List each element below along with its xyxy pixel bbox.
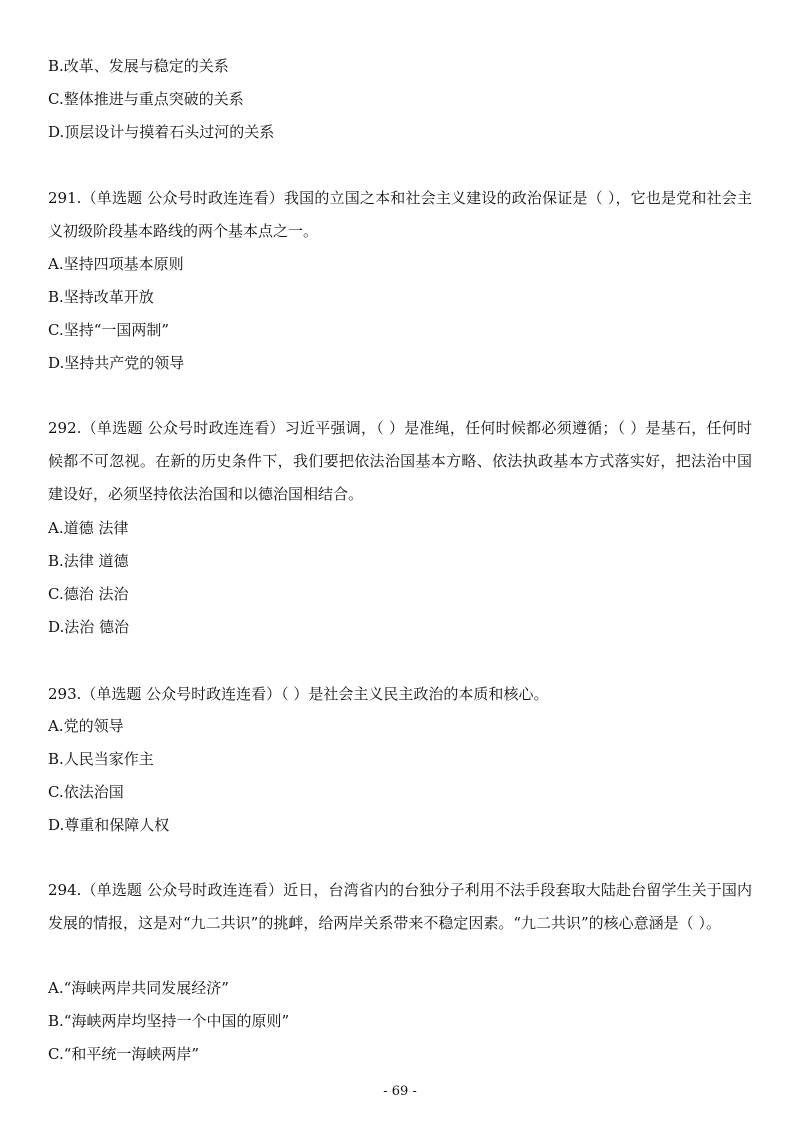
question-291-option-a: A.坚持四项基本原则 xyxy=(48,255,184,273)
question-291-text: 291.（单选题 公众号时政连连看）我国的立国之本和社会主义建设的政治保证是（ ），它也是党和社会主义初级阶段基本路线的两个基本点之一。 xyxy=(48,189,752,240)
question-292-option-b: B.法律 道德 xyxy=(48,552,129,570)
question-293-option-d: D.尊重和保障人权 xyxy=(48,816,170,834)
question-294-option-c: C.“和平统一海峡两岸” xyxy=(48,1045,200,1063)
question-293-option-b: B.人民当家作主 xyxy=(48,750,154,768)
question-292-option-c: C.德治 法治 xyxy=(48,585,129,603)
page-number: - 69 - xyxy=(383,1084,417,1099)
question-292-option-a: A.道德 法律 xyxy=(48,519,129,537)
option-c: C.整体推进与重点突破的关系 xyxy=(48,90,244,108)
question-294-option-b: B.“海峡两岸均坚持一个中国的原则” xyxy=(48,1012,290,1030)
question-293-option-a: A.党的领导 xyxy=(48,717,124,735)
question-291-option-b: B.坚持改革开放 xyxy=(48,288,154,306)
question-294-text: 294.（单选题 公众号时政连连看）近日，台湾省内的台独分子利用不法手段套取大陆赴台留学生关于国内发展的情报，这是对“九二共识”的挑衅，给两岸关系带来不稳定因素。“九二共识”的核心意涵是（ ）。 xyxy=(48,881,752,932)
question-291-option-d: D.坚持共产党的领导 xyxy=(48,354,185,372)
question-293-option-c: C.依法治国 xyxy=(48,783,124,801)
option-d: D.顶层设计与摸着石头过河的关系 xyxy=(48,123,275,141)
option-b: B.改革、发展与稳定的关系 xyxy=(48,57,229,75)
question-292-text: 292.（单选题 公众号时政连连看）习近平强调，（ ）是准绳，任何时候都必须遵循；（ ）是基石，任何时候都不可忽视。在新的历史条件下，我们要把依法治国基本方略、依法执政基本方式落实好，把法治中国建设好，必须坚持依法治国和以德治国相结合。 xyxy=(48,419,752,503)
question-294-option-a: A.“海峡两岸共同发展经济” xyxy=(48,979,229,997)
question-292-option-d: D.法治 德治 xyxy=(48,618,130,636)
question-291-option-c: C.坚持“一国两制” xyxy=(48,321,170,339)
question-293-text: 293.（单选题 公众号时政连连看）（ ）是社会主义民主政治的本质和核心。 xyxy=(48,685,549,703)
